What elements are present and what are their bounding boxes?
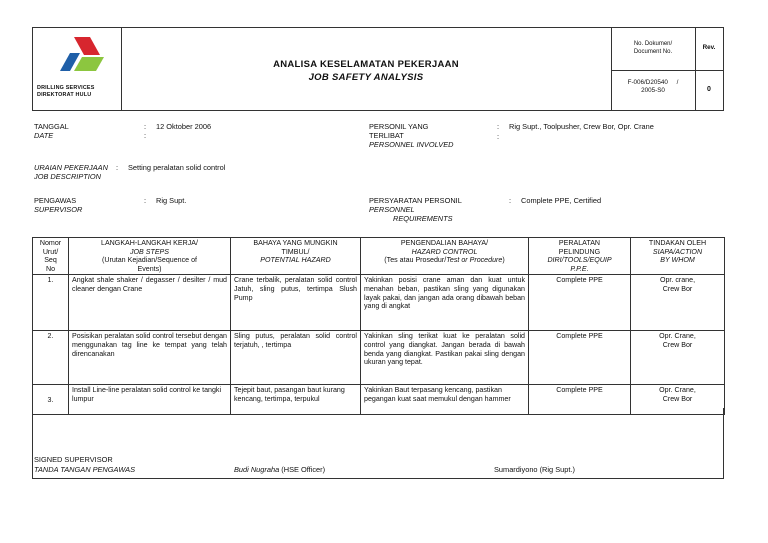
header-action-by: [631, 238, 725, 275]
supervisor-label: SUPERVISOR: [34, 205, 83, 214]
logo-cell: [33, 28, 122, 110]
requirements-label: REQUIREMENTS: [393, 214, 453, 223]
tanggal-value: 12 Oktober 2006: [156, 122, 212, 131]
row-action: [631, 275, 725, 331]
signed-supervisor-label: SIGNED SUPERVISOR: [34, 455, 113, 464]
row-action-line-1: Opr. Crane,: [659, 332, 696, 341]
row-ppe: Complete PPE: [529, 275, 631, 331]
row-hazard: Crane terbalik, peralatan solid control Jatuh, sling putus, tertimpa Slush Pump: [231, 275, 361, 331]
rig-supt-signature: Sumardiyono (Rig Supt.): [494, 465, 575, 474]
row-action-line-1: Opr. crane,: [659, 276, 696, 285]
header-hazard-control: [361, 238, 529, 275]
row-seq-no: 3.: [33, 385, 69, 415]
row-action: [631, 331, 725, 385]
header-seq-no-line-1: Nomor: [39, 239, 62, 247]
row-control: Yakinkan posisi crane aman dan kuat untuk menahan beban, pastikan sling yang digunakan layak pakai, dan jangan ada orang dibawah beban yang di angkat: [361, 275, 529, 331]
hse-officer-name: Budi Nugraha: [234, 465, 280, 474]
row-ppe: Complete PPE: [529, 385, 631, 415]
persyaratan-label: PERSYARATAN PERSONIL: [369, 196, 462, 205]
job-safety-table: [32, 237, 725, 415]
row-job-step: Posisikan peralatan solid control tersebut dengan menggunakan tag line ke tempat yang telah direncanakan: [69, 331, 231, 385]
header-control-line-3: [364, 256, 525, 265]
personil-colon: :: [497, 122, 500, 131]
document-title: ANALISA KESELAMATAN PEKERJAAN: [273, 59, 459, 70]
row-seq-no: 1.: [33, 275, 69, 331]
personil-colon-2: :: [497, 132, 500, 141]
header-ppe-line-1: PERALATAN: [558, 239, 601, 247]
tanggal-label: TANGGAL: [34, 122, 69, 131]
table-row: [33, 331, 725, 385]
personnel-involved-label: PERSONNEL INVOLVED: [369, 140, 454, 149]
header-control-line-2: HAZARD CONTROL: [411, 247, 478, 256]
document-header: [32, 27, 724, 111]
hse-officer-signature: [234, 465, 325, 474]
pertamina-logo-icon: [60, 35, 106, 79]
personil-label-line-1: PERSONIL YANG: [369, 122, 429, 131]
header-ppe: [529, 238, 631, 275]
header-control-test-label: (Tes atau Prosedur/: [384, 256, 447, 265]
uraian-value: Setting peralatan solid control: [128, 163, 226, 172]
pengawas-value: Rig Supt.: [156, 196, 187, 205]
document-number-cell: [611, 28, 696, 110]
date-label: DATE: [34, 131, 54, 140]
row-action-line-2: Crew Bor: [662, 394, 693, 403]
pengawas-colon: :: [144, 196, 147, 205]
title-cell: [121, 28, 612, 110]
document-number-label-line-2: Document No.: [633, 49, 673, 55]
hse-officer-role: (HSE Officer): [281, 465, 326, 474]
header-seq-no-line-2: Urut/: [42, 247, 59, 256]
document-number-value: [611, 79, 695, 95]
header-control-test-en: Test or Procedure: [446, 256, 503, 265]
header-potential-hazard: [231, 238, 361, 275]
tanda-tangan-label: TANDA TANGAN PENGAWAS: [34, 465, 136, 474]
table-header-row: [33, 238, 725, 275]
uraian-colon: :: [116, 163, 119, 172]
row-seq-no: 2.: [33, 331, 69, 385]
personil-label-line-2: TERLIBAT: [369, 131, 404, 140]
document-subtitle: JOB SAFETY ANALYSIS: [308, 72, 424, 83]
header-seq-no-line-3: Seq: [44, 256, 57, 265]
company-name: [37, 85, 95, 99]
revision-cell: [695, 28, 723, 110]
revision-value: 0: [707, 86, 711, 93]
header-hazard-line-2: TIMBUL/: [281, 247, 310, 256]
header-seq-no: [33, 238, 69, 275]
row-action-line-2: Crew Bor: [662, 284, 693, 293]
header-job-steps-line-3: (Urutan Kejadian/Sequence of: [101, 256, 198, 265]
header-control-close-paren: ): [502, 256, 505, 265]
table-row: [33, 275, 725, 331]
document-number-label: [611, 40, 695, 56]
row-ppe: Complete PPE: [529, 331, 631, 385]
header-ppe-line-4: P.P.E.: [570, 264, 589, 273]
header-control-line-1: PENGENDALIAN BAHAYA/: [400, 239, 489, 247]
personil-value: Rig Supt., Toolpusher, Crew Bor, Opr. Crane: [509, 122, 654, 131]
document-number-line-2: 2005-S0: [641, 87, 665, 94]
header-hazard-line-3: POTENTIAL HAZARD: [260, 256, 331, 265]
header-job-steps-line-4: Events): [137, 264, 162, 273]
row-action-line-2: Crew Bor: [662, 340, 693, 349]
date-colon: :: [144, 131, 147, 140]
pengawas-label: PENGAWAS: [34, 196, 77, 205]
company-line-2: DIREKTORAT HULU: [37, 92, 92, 98]
document-number-line-1: F-006/D20540 /: [627, 79, 679, 86]
document-number-label-line-1: No. Dokumen/: [633, 41, 673, 47]
row-control: Yakinkan Baut terpasang kencang, pastikan pegangan kuat saat memukul dengan hammer: [361, 385, 529, 415]
personnel-label: PERSONNEL: [369, 205, 415, 214]
tanggal-colon: :: [144, 122, 147, 131]
header-action-line-2: SIAPA/ACTION: [652, 247, 703, 256]
row-job-step: Angkat shale shaker / degasser / desilter / mud cleaner dengan Crane: [69, 275, 231, 331]
header-action-line-1: TINDAKAN OLEH: [648, 239, 707, 247]
revision-label: Rev.: [702, 44, 716, 51]
signature-section: [32, 408, 724, 479]
header-action-line-3: BY WHOM: [660, 256, 695, 265]
header-seq-no-line-4: No: [45, 264, 56, 273]
row-control: Yakinkan sling terikat kuat ke peralatan solid control yang diangkat. Jangan berada di bawah benda yang diangkat. Pastikan pakai sling dengan ukuran yang tepat.: [361, 331, 529, 385]
header-ppe-line-3: DIRI/TOOLS/EQUIP: [547, 256, 612, 265]
header-job-steps-line-2: JOB STEPS: [129, 247, 170, 256]
company-line-1: DRILLING SERVICES: [37, 85, 95, 91]
uraian-label: URAIAN PEKERJAAN: [34, 163, 108, 172]
persyaratan-value: Complete PPE, Certified: [521, 196, 602, 205]
header-hazard-line-1: BAHAYA YANG MUNGKIN: [253, 239, 338, 247]
row-action-line-1: Opr. Crane,: [659, 386, 696, 395]
header-divider: [611, 70, 723, 71]
header-job-steps-line-1: LANGKAH-LANGKAH KERJA/: [101, 239, 198, 247]
row-job-step: Install Line-line peralatan solid control ke tangki lumpur: [69, 385, 231, 415]
header-job-steps: [69, 238, 231, 275]
header-ppe-line-2: PELINDUNG: [558, 247, 601, 256]
row-hazard: Tejepit baut, pasangan baut kurang kencang, tertimpa, terpukul: [231, 385, 361, 415]
persyaratan-colon: :: [509, 196, 512, 205]
row-hazard: Sling putus, peralatan solid control terjatuh, , tertimpa: [231, 331, 361, 385]
job-description-label: JOB DESCRIPTION: [34, 172, 101, 181]
